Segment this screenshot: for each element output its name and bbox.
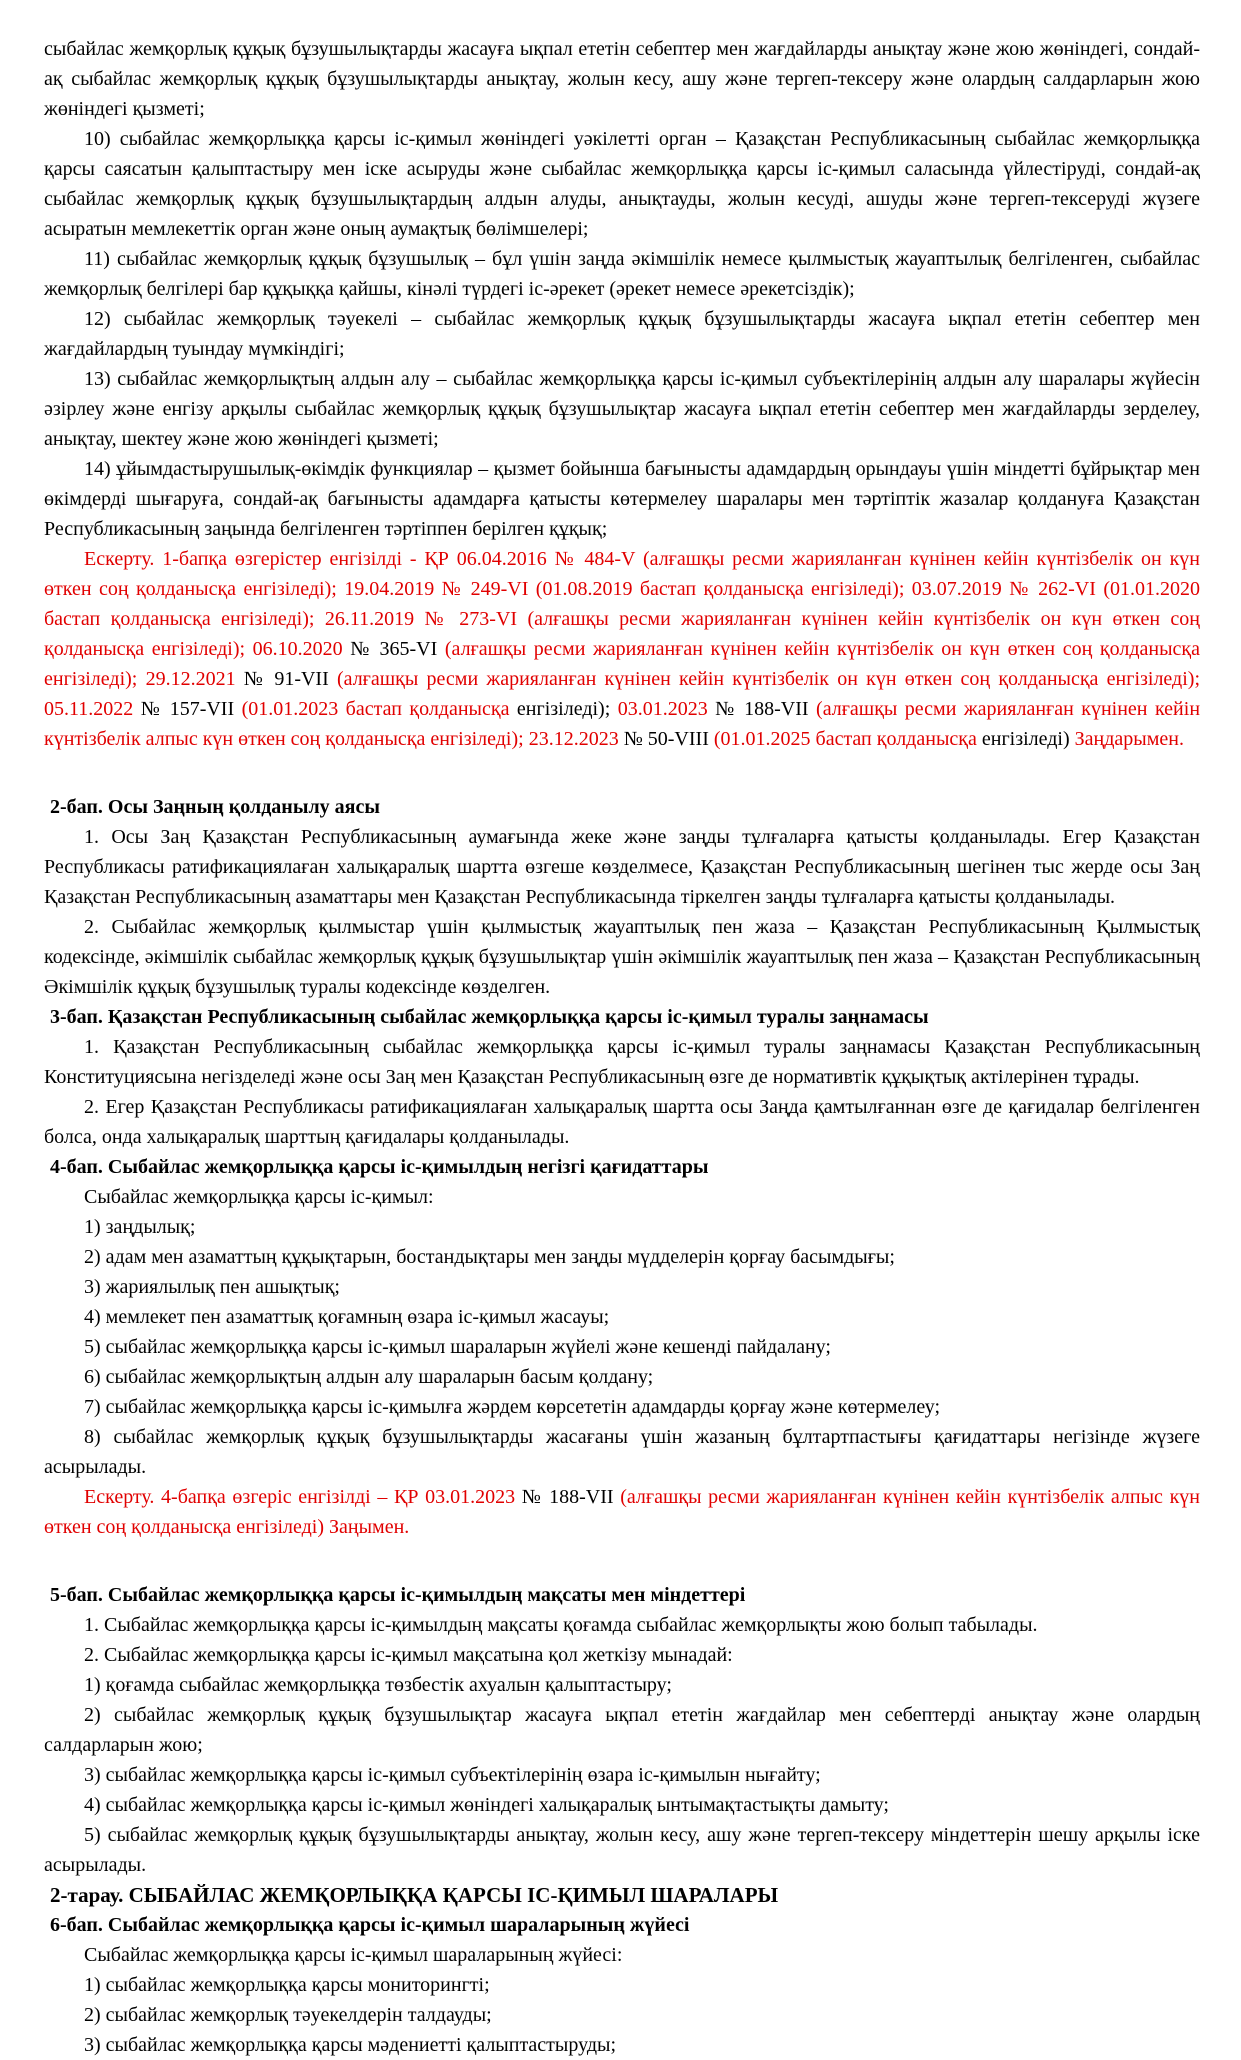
paragraph: 13) сыбайлас жемқорлықтың алдын алу – сыбайлас жемқорлыққа қарсы іс-қимыл субъектілерінің алдын алу шаралары жүйесін әзірлеу және енгізу арқылы сыбайлас жемқорлық құқық бұзушылықтар жасауға ықпал ететін себептер мен жағдайларды зерделеу, анықтау, шектеу және жою жөніндегі қызметі; — [44, 368, 1200, 450]
amendment-note — [44, 544, 1200, 754]
list-item: 1) қоғамда сыбайлас жемқорлыққа төзбестік ахуалын қалыптастыру; — [84, 1674, 672, 1696]
paragraph: 2. Егер Қазақстан Республикасы ратификациялаған халықаралық шартта осы Заңда қамтылғаннан өзге де қағидалар белгіленген болса, онда халықаралық шарттың қағидалары қолданылады. — [44, 1096, 1200, 1148]
note-segment: № 157-VII — [140, 698, 242, 720]
list-item: 3) сыбайлас жемқорлыққа қарсы мәдениетті қалыптастыруды; — [84, 2034, 617, 2056]
paragraph: 1. Осы Заң Қазақстан Республикасының аумағында жеке және заңды тұлғаларға қатысты қолданылады. Егер Қазақстан Республикасы ратификациялаған халықаралық шартта өзгеше көзделмесе, Қазақстан Республикасының шегінен тыс жерде осы Заң Қазақстан Республикасының азаматтары мен Қазақстан Республикасында тіркелген заңды тұлғаларға қатысты қолданылады. — [44, 826, 1200, 908]
paragraph: Сыбайлас жемқорлыққа қарсы іс-қимыл: — [84, 1186, 434, 1208]
list-item: 3) жариялылық пен ашықтық; — [84, 1276, 340, 1298]
list-item: 5) сыбайлас жемқорлық құқық бұзушылықтарды анықтау, жолын кесу, ашу және тергеп-тексеру міндеттерін шешу арқылы іске асырылады. — [44, 1824, 1200, 1876]
paragraph: 1. Қазақстан Республикасының сыбайлас жемқорлыққа қарсы іс-қимыл туралы заңнамасы Қазақстан Республикасының Конституциясына негізделеді және осы Заң мен Қазақстан Республикасының өзге де нормативтік құқықтық актілерінен тұрады. — [44, 1036, 1200, 1088]
note-segment: № 188-VII — [715, 698, 817, 720]
list-item: 8) сыбайлас жемқорлық құқық бұзушылықтарды жасағаны үшін жазаның бұлтартпастығы қағидаттары негізінде жүзеге асырылады. — [44, 1426, 1200, 1478]
note-segment: енгізіледі); — [516, 698, 618, 720]
section-heading-article-5: 5-бап. Сыбайлас жемқорлыққа қарсы іс-қимылдың мақсаты мен міндеттері — [50, 1584, 746, 1606]
note-segment: (01.01.2023 бастап қолданысқа — [241, 698, 517, 720]
section-heading-article-2: 2-бап. Осы Заңның қолданылу аясы — [50, 796, 380, 818]
list-item: 7) сыбайлас жемқорлыққа қарсы іс-қимылға жәрдем көрсететін адамдарды қорғау және көтермелеу; — [84, 1396, 941, 1418]
paragraph: 14) ұйымдастырушылық-өкімдік функциялар – қызмет бойынша бағынысты адамдардың орындауы үшін міндетті бұйрықтар мен өкімдерді шығаруға, сондай-ақ бағынысты адамдарға қатысты көтермелеу шаралары мен тәртіптік жазалар қолдануға Қазақстан Республикасының заңында белгіленген тәртіппен берілген құқық; — [44, 458, 1200, 540]
note-segment: 03.01.2023 — [617, 698, 716, 720]
section-heading-article-4: 4-бап. Сыбайлас жемқорлыққа қарсы іс-қимылдың негізгі қағидаттары — [50, 1156, 709, 1178]
note-segment: (01.01.2025 бастап қолданысқа — [713, 728, 982, 750]
list-item: 1) заңдылық; — [84, 1216, 196, 1238]
note-segment: № 91-VII — [243, 668, 337, 690]
note-segment: Заңдарымен. — [1074, 728, 1184, 750]
list-item: 2) адам мен азаматтың құқықтарын, бостандықтары мен заңды мүдделерін қорғау басымдығы; — [84, 1246, 895, 1268]
paragraph: 12) сыбайлас жемқорлық тәуекелі – сыбайлас жемқорлық құқық бұзушылықтарды жасауға ықпал ететін себептер мен жағдайлардың туындау мүмкіндігі; — [44, 308, 1200, 360]
paragraph: 1. Сыбайлас жемқорлыққа қарсы іс-қимылдың мақсаты қоғамда сыбайлас жемқорлықты жою болып табылады. — [84, 1614, 1038, 1636]
note-segment: (алғашқы ресми жарияланған күнінен кейін күнтізбелік он күн өткен соң қолданысқа енгізіледі); 05.11.2022 — [44, 668, 1200, 720]
note-segment: (алғашқы ресми жарияланған күнінен кейін күнтізбелік алпыс күн өткен соң қолданысқа енгізіледі); 23.12.2023 — [44, 698, 1201, 750]
note-segment: (алғашқы ресми жарияланған күнінен кейін күнтізбелік алпыс күн өткен соң қолданысқа енгізіледі) Заңымен. — [44, 1486, 1200, 1538]
amendment-note — [44, 1482, 1200, 1542]
list-item: 6) сыбайлас жемқорлықтың алдын алу шараларын басым қолдану; — [84, 1366, 654, 1388]
list-item: 1) сыбайлас жемқорлыққа қарсы мониторингті; — [84, 1974, 490, 1996]
paragraph: 11) сыбайлас жемқорлық құқық бұзушылық – бұл үшін заңда әкімшілік немесе қылмыстық жауаптылық белгіленген, сыбайлас жемқорлық белгілері бар құқыққа қайшы, кінәлі түрдегі іс-әрекет (әрекет немесе әрекетсіздік); — [44, 248, 1200, 300]
paragraph: 2. Сыбайлас жемқорлық қылмыстар үшін қылмыстық жауаптылық пен жаза – Қазақстан Республикасының Қылмыстық кодексінде, әкімшілік сыбайлас жемқорлық құқық бұзушылықтар үшін әкімшілік жауаптылық пен жаза – Қазақстан Республикасының Әкімшілік құқық бұзушылық туралы кодексінде көзделген. — [44, 916, 1200, 998]
list-item: 2) сыбайлас жемқорлық тәуекелдерін талдауды; — [84, 2004, 492, 2026]
section-heading-article-6: 6-бап. Сыбайлас жемқорлыққа қарсы іс-қимыл шараларының жүйесі — [50, 1914, 690, 1936]
list-item: 3) сыбайлас жемқорлыққа қарсы іс-қимыл субъектілерінің өзара іс-қимылын нығайту; — [84, 1764, 821, 1786]
note-segment: № 50-VIII — [623, 728, 714, 750]
list-item: 4) сыбайлас жемқорлыққа қарсы іс-қимыл жөніндегі халықаралық ынтымақтастықты дамыту; — [84, 1794, 889, 1816]
section-heading-article-3: 3-бап. Қазақстан Республикасының сыбайлас жемқорлыққа қарсы іс-қимыл туралы заңнамасы — [50, 1006, 929, 1028]
note-segment: № 365-VI — [350, 638, 445, 660]
note-segment: № 188-VII — [521, 1486, 621, 1508]
note-segment: енгізіледі) — [981, 728, 1075, 750]
list-item: 4) мемлекет пен азаматтық қоғамның өзара іс-қимыл жасауы; — [84, 1306, 610, 1328]
paragraph: сыбайлас жемқорлық құқық бұзушылықтарды жасауға ықпал ететін себептер мен жағдайларды анықтау және жою жөніндегі, сондай-ақ сыбайлас жемқорлық құқық бұзушылықтарды анықтау, жолын кесу, ашу және тергеп-тексеру және олардың салдарларын жою жөніндегі қызметі; — [44, 38, 1200, 120]
paragraph: Сыбайлас жемқорлыққа қарсы іс-қимыл шараларының жүйесі: — [84, 1944, 623, 1966]
paragraph: 2. Сыбайлас жемқорлыққа қарсы іс-қимыл мақсатына қол жеткізу мынадай: — [84, 1644, 733, 1666]
note-segment: Ескерту. 4-бапқа өзгеріс енгізілді – ҚР 03.01.2023 — [84, 1486, 522, 1508]
note-segment: Ескерту. 1-бапқа өзгерістер енгізілді - ҚР 06.04.2016 № 484-V (алғашқы ресми жарияланған күнінен кейін күнтізбелік он күн өткен соң қолданысқа енгізіледі); 19.04.2019 № 249-VI (01.08.2019 бастап қолданысқа енгізіледі); 03.07.2019 № 262-VI (01.01.2020 бастап қолданысқа енгізіледі); 26.11.2019 № 273-VI (алғашқы ресми жарияланған күнінен кейін күнтізбелік он күн өткен соң қолданысқа енгізіледі); 06.10.2020 — [44, 548, 1200, 660]
paragraph: 10) сыбайлас жемқорлыққа қарсы іс-қимыл жөніндегі уәкілетті орган – Қазақстан Республикасының сыбайлас жемқорлыққа қарсы саясатын қалыптастыру мен іске асыруды және сыбайлас жемқорлыққа қарсы іс-қимыл саласында үйлестіруді, сондай-ақ сыбайлас жемқорлық құқық бұзушылықтардың алдын алуды, анықтауды, жолын кесуді, ашуды және тергеп-тексеруді жүзеге асыратын мемлекеттік орган және оның аумақтық бөлімшелері; — [44, 128, 1200, 240]
list-item: 5) сыбайлас жемқорлыққа қарсы іс-қимыл шараларын жүйелі және кешенді пайдалану; — [84, 1336, 831, 1358]
chapter-heading-2: 2-тарау. СЫБАЙЛАС ЖЕМҚОРЛЫҚҚА ҚАРСЫ ІС-ҚИМЫЛ ШАРАЛАРЫ — [50, 1883, 779, 1907]
note-segment: (алғашқы ресми жарияланған күнінен кейін күнтізбелік он күн өткен соң қолданысқа енгізіледі); 29.12.2021 — [44, 638, 1200, 690]
list-item: 2) сыбайлас жемқорлық құқық бұзушылықтар жасауға ықпал ететін жағдайлар мен себептерді анықтау және олардың салдарларын жою; — [44, 1704, 1200, 1756]
